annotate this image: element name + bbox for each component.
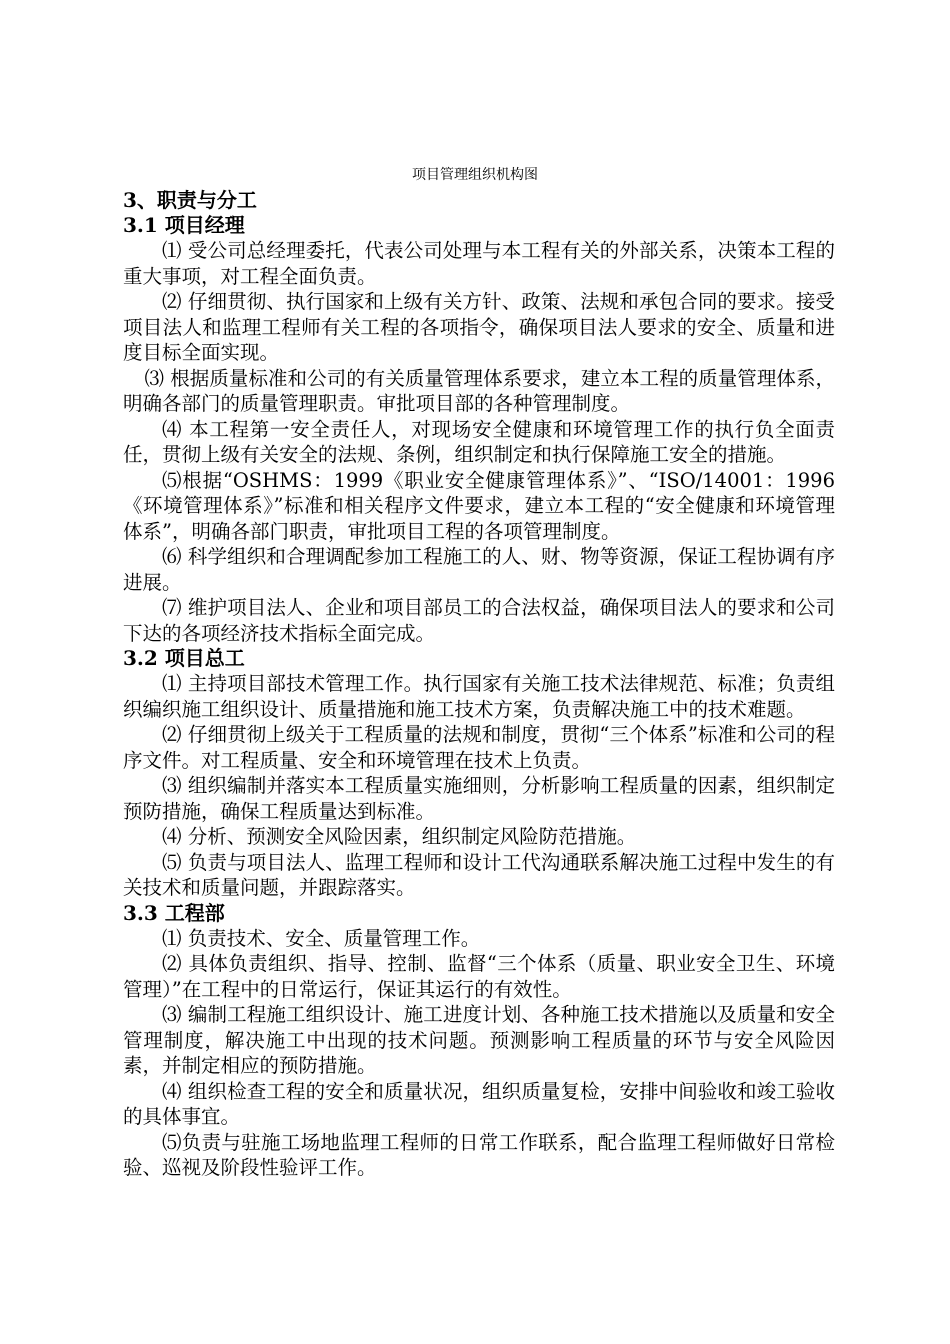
paragraph: ⑹ 科学组织和合理调配参加工程施工的人、财、物等资源，保证工程协调有序进展。 <box>123 545 835 594</box>
subsection-heading-engineering-dept: 3.3 工程部 <box>123 900 225 925</box>
paragraph: ⑶ 根据质量标准和公司的有关质量管理体系要求，建立本工程的质量管理体系，明确各部门的质量管理职责。审批项目部的各种管理制度。 <box>123 366 835 415</box>
paragraph: ⑴ 主持项目部技术管理工作。执行国家有关施工技术法律规范、标准；负责组织编织施工组织设计、质量措施和施工技术方案，负责解决施工中的技术难题。 <box>123 672 835 721</box>
paragraph: ⑷ 组织检查工程的安全和质量状况，组织质量复检，安排中间验收和竣工验收的具体事宜。 <box>123 1079 835 1128</box>
paragraph: ⑸负责与驻施工场地监理工程师的日常工作联系，配合监理工程师做好日常检验、巡视及阶段性验评工作。 <box>123 1130 835 1179</box>
paragraph: ⑶ 编制工程施工组织设计、施工进度计划、各种施工技术措施以及质量和安全管理制度，解决施工中出现的技术问题。预测影响工程质量的环节与安全风险因素，并制定相应的预防措施。 <box>123 1003 835 1077</box>
paragraph: ⑸ 负责与项目法人、监理工程师和设计工代沟通联系解决施工过程中发生的有关技术和质量问题，并跟踪落实。 <box>123 850 835 899</box>
document-body <box>123 188 835 1181</box>
paragraph: ⑴ 负责技术、安全、质量管理工作。 <box>162 926 481 950</box>
paragraph: ⑺ 维护项目法人、企业和项目部员工的合法权益，确保项目法人的要求和公司下达的各项经济技术指标全面完成。 <box>123 596 835 645</box>
paragraph: ⑷ 本工程第一安全责任人，对现场安全健康和环境管理工作的执行负全面责任，贯彻上级有关安全的法规、条例，组织制定和执行保障施工安全的措施。 <box>123 417 835 466</box>
subsection-heading-chief-engineer: 3.2 项目总工 <box>123 646 245 670</box>
paragraph: ⑵ 仔细贯彻上级关于工程质量的法规和制度，贯彻“三个体系”标准和公司的程序文件。对工程质量、安全和环境管理在技术上负责。 <box>123 723 835 772</box>
paragraph: ⑴ 受公司总经理委托，代表公司处理与本工程有关的外部关系，决策本工程的重大事项，对工程全面负责。 <box>123 239 835 288</box>
paragraph: ⑵ 仔细贯彻、执行国家和上级有关方针、政策、法规和承包合同的要求。接受项目法人和监理工程师有关工程的各项指令，确保项目法人要求的安全、质量和进度目标全面实现。 <box>123 290 835 364</box>
paragraph: ⑷ 分析、预测安全风险因素，组织制定风险防范措施。 <box>162 825 637 848</box>
figure-caption: 项目管理组织机构图 <box>412 167 538 183</box>
subsection-heading-project-manager: 3.1 项目经理 <box>123 213 245 237</box>
paragraph: ⑶ 组织编制并落实本工程质量实施细则，分析影响工程质量的因素，组织制定预防措施，确保工程质量达到标准。 <box>123 774 835 823</box>
paragraph: ⑵ 具体负责组织、指导、控制、监督“三个体系（质量、职业安全卫生、环境管理）”在工程中的日常运行，保证其运行的有效性。 <box>123 952 835 1001</box>
section-heading: 3、职责与分工 <box>123 188 257 212</box>
paragraph: ⑸根据“OSHMS：1999《职业安全健康管理体系》”、“ISO/14001：1996《环境管理体系》”标准和相关程序文件要求，建立本工程的“安全健康和环境管理体系”，明确各部门职责，审批项目工程的各项管理制度。 <box>123 468 835 543</box>
